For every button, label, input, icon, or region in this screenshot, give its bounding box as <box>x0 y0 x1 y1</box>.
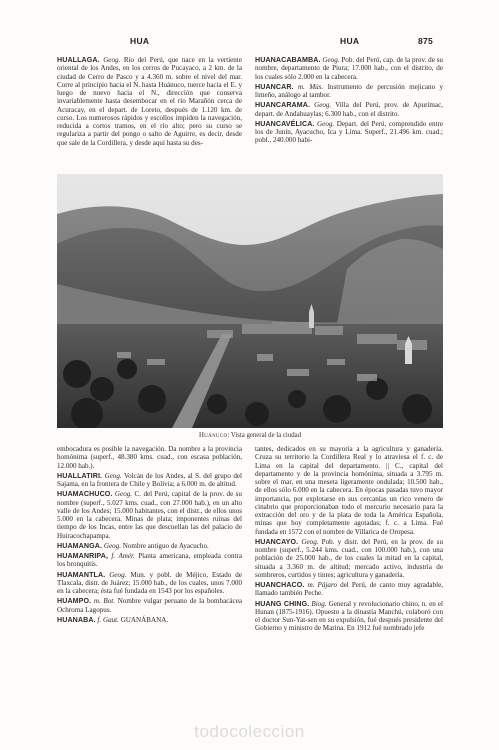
entry-category: f. Amér. <box>111 552 135 560</box>
dictionary-entry <box>57 542 242 550</box>
entry-text: Río del Perú, que nace en la vertiente oriental de los Andes, en los cerros de Pucayaco, a 2 km. de la ciudad de Cerro de Pasco y a 4.360 m. sobre el nivel del mar. Corre al principio hacia el N. hasta Huánuco, tuerce hacia el E. y luego de nuevo hacia el N., dirección que conserva invariablemente hasta desembocar en el río Marañón cerca de Acuracay, en el depart. de Loreto, después de 1.120 km. de curso. Los numerosos rápidos y escollos impiden la navegación, reducida a cortos tramos, en el río alto; pero su curso se regulariza a partir del pongo o salto de Aguirre, es decir, desde que sale de la Cordillera, y desde aquí hasta su des- <box>57 56 242 147</box>
dictionary-entry <box>57 552 242 569</box>
city-panorama-image <box>57 174 443 428</box>
dictionary-entry <box>255 538 443 579</box>
right-column-bottom <box>255 445 443 635</box>
entry-category: Geog. <box>109 570 127 579</box>
photo-caption <box>57 432 443 439</box>
entry-category: m. Bot. <box>93 597 116 606</box>
entry-text: Mun. y pobl. de Méjico, Estado de Tlaxcala, distr. de Juárez; 15.000 hab., de los cuales, unos 7.000 en la cabecera; ésta fué fundada en 1543 por los españoles. <box>57 570 242 595</box>
entry-text: Villa del Perú, prov. de Apurímac, depart. de Andahuaylas; 6.300 hab., con el distrito. <box>255 101 444 118</box>
dictionary-entry <box>255 445 443 536</box>
dictionary-entry <box>255 101 443 118</box>
entry-headword: HUANCAYO. <box>255 537 299 546</box>
entry-text: del Perú, de canto muy agradable, llamado también Peche. <box>255 581 443 598</box>
entry-text: Pob. del Perú, cap. de la prov. de su nombre, departamento de Piura; 17.000 hab., con el distrito, de los cuales sólo 2.000 en la cabecera. <box>255 56 443 81</box>
entry-text: GUANÁBANA. <box>120 615 169 624</box>
entry-text: Volcán de los Andes, al S. del grupo del Sajama, en la frontera de Chile y Bolivia; a 6.000 m. de altitud. <box>57 471 242 488</box>
dictionary-entry <box>57 571 242 596</box>
entry-headword: HUANCHACO. <box>255 581 305 589</box>
entry-headword: HUANCARAMA. <box>255 101 311 110</box>
dictionary-entry <box>57 472 242 489</box>
entry-category: Geog. <box>322 56 340 64</box>
entry-headword: HUANACABAMBA. <box>255 56 321 64</box>
running-head-left: HUA <box>130 36 150 46</box>
entry-category: Geog. <box>104 471 122 480</box>
dictionary-entry <box>57 445 242 470</box>
running-head-right: HUA <box>340 36 360 46</box>
entry-headword: HUANABA. <box>57 615 96 624</box>
entry-headword: HUANCAVÉLICA. <box>255 119 315 128</box>
dictionary-entry <box>57 490 242 540</box>
entry-text: Instrumento de percusión mejicano y limeño, análogo al tambor. <box>255 82 443 99</box>
watermark: todocoleccion <box>194 722 305 741</box>
entry-category: m. Pájaro <box>307 581 338 589</box>
caption-place: Huánuco <box>198 432 228 439</box>
left-column-bottom <box>57 445 242 626</box>
dictionary-entry <box>57 616 242 624</box>
entry-text: Nombre vulgar peruano de la bombacácea Ochroma Lagopus. <box>57 597 242 614</box>
entry-text: Depart. del Perú, comprendido entre los de Junín, Ayacucho, Ica y Lima. Superf., 21.496 km. cuad.; pobl., 240.000 habi- <box>255 119 444 145</box>
entry-headword: HUALLATIRI. <box>57 471 103 480</box>
page-number: 875 <box>418 36 434 46</box>
entry-headword: HUANCAR. <box>255 82 294 91</box>
entry-text: tantes, dedicados en su mayoría a la agricultura y ganadería. Cruza su territorio la Cordillera Real y lo atraviesa el f. c. de Lima en la capital del departamento. || C., capital del departamento y de la provincia homónima, situada a 3.795 m. sobre el mar, en una meseta ligeramente ondulada; 10.500 hab., de ellos sólo 6.000 en la cabecera. En épocas pasadas tuvo mayor importancia, por explotarse en sus cercanías un rico venero de cinabrio que proporcionaban todo el mercurio necesario para la extracción del oro y de la plata de toda la América Española, minas que hoy completamente agotadas; f. c. a Lima. Fué fundada en 1572 con el nombre de Villarica de Oropesa. <box>255 445 443 536</box>
dictionary-entry <box>255 120 443 145</box>
entry-headword: HUAMPO. <box>57 597 92 606</box>
dictionary-entry <box>255 56 443 81</box>
entry-category: Geog. <box>314 101 332 110</box>
entry-headword: HUANG CHING. <box>255 599 310 608</box>
entry-headword: HUAMANTLA. <box>57 570 106 579</box>
entry-text: General y revolucionario chino, n. en el Hunan (1875-1916). Opuesto a la dinastía Manchú, colaboró con el doctor Sun-Yat-sen en su expulsión, fué después presidente del Gobierno y ministro de Marina. En 1912 fué nombrado jefe <box>255 599 443 633</box>
entry-category: Geog. <box>317 119 335 128</box>
entry-text: embocadura es posible la navegación. Da nombre a la provincia homónima (superf., 48.380 kms. cuad., con escasa población, 12.000 hab.). <box>57 445 242 470</box>
caption-text: : Vista general de la ciudad <box>227 432 302 439</box>
right-column-top <box>255 56 443 147</box>
entry-text: C. del Perú, capital de la prov. de su nombre (superf., 5.027 kms. cuad., con 27.000 hab.), en un alto valle de los Andes; 15.000 habitantes, con el distr., de ellos unos 5.000 en la cabecera. Minas de plata; imponentes ruinas del tiempo de los Incas, entre las que descuellan las del palacio de Huiracochapampa. <box>57 490 242 540</box>
dictionary-entry <box>255 83 443 100</box>
entry-headword: HUAMANRIPA, <box>57 552 109 560</box>
city-photograph <box>57 174 443 428</box>
dictionary-entry <box>57 56 242 147</box>
dictionary-entry <box>57 597 242 614</box>
entry-category: Geog. <box>114 490 133 499</box>
dictionary-entry <box>255 581 443 598</box>
entry-category: m. Mús. <box>297 82 324 91</box>
entry-headword: HUAMANGA. <box>57 541 103 550</box>
dictionary-entry <box>255 600 443 633</box>
entry-category: Geog. <box>103 56 121 64</box>
entry-headword: HUAMACHUCO. <box>57 490 113 499</box>
entry-category: Biog. <box>311 599 327 608</box>
entry-text: Pob. y distr. del Perú, en la prov. de su nombre (superf., 5.244 kms. cuad., con 100.000 hab.), con una población de 25.000 hab., de los cuales la mitad en la capital, situada a 3.360 m. de altitud; mercado activo, industria de sombreros, curtidos y tintes; agricultura y ganadería. <box>255 537 443 579</box>
entry-category: f. Gaut. <box>97 615 119 624</box>
left-column-top <box>57 56 242 149</box>
entry-headword: HUALLAGA. <box>57 56 100 64</box>
entry-category: Geog. <box>103 541 121 550</box>
entry-category: Geog. <box>301 537 319 546</box>
entry-text: Planta americana, empleada contra los bronquitis. <box>57 552 242 569</box>
entry-text: Nombre antiguo de Ayacucho. <box>122 541 209 550</box>
